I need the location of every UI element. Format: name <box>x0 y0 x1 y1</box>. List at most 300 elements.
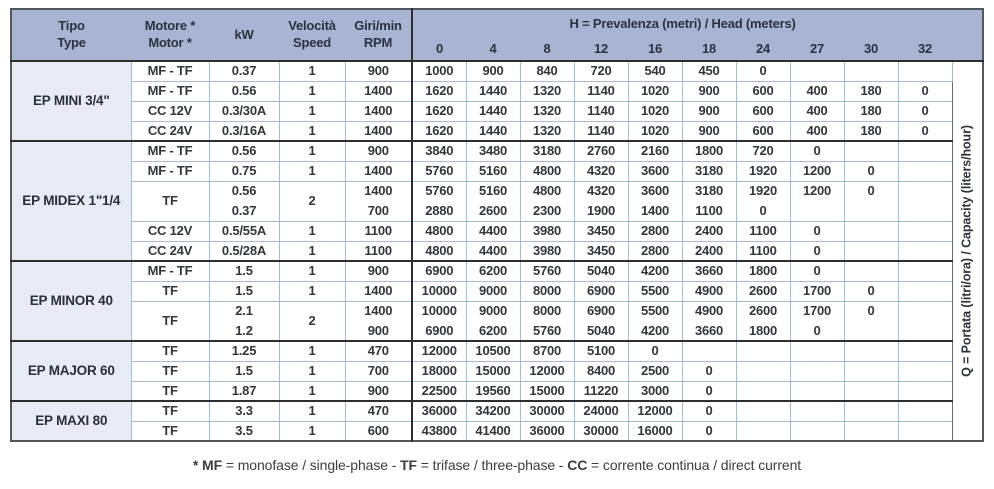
speed-cell: 1 <box>279 141 345 161</box>
capacity-cell: 5040 <box>574 321 628 341</box>
motor-label-it: Motore * <box>144 18 196 34</box>
table-row <box>11 301 983 321</box>
capacity-cell <box>898 381 952 401</box>
capacity-cell: 3840 <box>412 141 466 161</box>
capacity-cell: 900 <box>466 61 520 81</box>
capacity-cell: 450 <box>682 61 736 81</box>
capacity-cell: 0 <box>898 121 952 141</box>
capacity-cell: 3000 <box>628 381 682 401</box>
capacity-cell: 3180 <box>520 141 574 161</box>
capacity-cell: 6900 <box>574 301 628 321</box>
capacity-axis-cell <box>952 61 983 441</box>
capacity-cell: 8000 <box>520 301 574 321</box>
capacity-cell <box>898 321 952 341</box>
capacity-cell: 0 <box>682 401 736 421</box>
capacity-cell <box>898 421 952 441</box>
capacity-cell: 1920 <box>736 161 790 181</box>
table-row <box>11 401 983 421</box>
head-value-4: 4 <box>466 37 520 61</box>
capacity-cell: 1020 <box>628 101 682 121</box>
capacity-cell: 1000 <box>412 61 466 81</box>
capacity-cell: 1020 <box>628 121 682 141</box>
capacity-cell: 720 <box>574 61 628 81</box>
table-body <box>11 61 983 441</box>
capacity-cell: 6900 <box>574 281 628 301</box>
head-value-32: 32 <box>898 37 952 61</box>
capacity-cell: 1020 <box>628 81 682 101</box>
capacity-cell: 6900 <box>412 261 466 281</box>
capacity-cell: 2400 <box>682 241 736 261</box>
capacity-cell: 0 <box>790 321 844 341</box>
footer-note-part: = monofase / single-phase - <box>222 457 401 473</box>
speed-cell: 1 <box>279 101 345 121</box>
capacity-cell: 2500 <box>628 361 682 381</box>
capacity-cell <box>898 201 952 221</box>
kw-cell: 0.37 <box>209 201 279 221</box>
capacity-cell <box>898 181 952 201</box>
capacity-cell: 10000 <box>412 301 466 321</box>
head-title-symbol: H <box>569 15 579 31</box>
table-row <box>11 81 983 101</box>
head-value-16: 16 <box>628 37 682 61</box>
speed-cell: 1 <box>279 61 345 81</box>
motor-cell: CC 12V <box>131 221 209 241</box>
rpm-cell: 1400 <box>345 281 412 301</box>
capacity-cell: 3980 <box>520 221 574 241</box>
motor-cell: TF <box>131 281 209 301</box>
capacity-cell: 4800 <box>412 241 466 261</box>
capacity-axis-text: = Portata (litri/ora) / Capacity (liters/hour) <box>959 125 974 368</box>
rpm-cell: 470 <box>345 401 412 421</box>
capacity-cell: 0 <box>682 381 736 401</box>
capacity-cell: 180 <box>844 121 898 141</box>
speed-cell: 1 <box>279 161 345 181</box>
capacity-cell: 1400 <box>628 201 682 221</box>
table-row <box>11 241 983 261</box>
capacity-cell: 4900 <box>682 281 736 301</box>
capacity-cell: 180 <box>844 81 898 101</box>
capacity-cell: 6200 <box>466 261 520 281</box>
footer-note-part: TF <box>400 457 418 473</box>
motor-cell: MF - TF <box>131 261 209 281</box>
table-header <box>11 9 983 61</box>
motor-cell: MF - TF <box>131 61 209 81</box>
rpm-cell: 1400 <box>345 161 412 181</box>
capacity-cell: 1920 <box>736 181 790 201</box>
footer-note-part: CC <box>567 457 588 473</box>
capacity-cell <box>844 401 898 421</box>
rpm-cell: 1400 <box>345 301 412 321</box>
capacity-cell <box>844 421 898 441</box>
motor-cell: TF <box>131 421 209 441</box>
capacity-cell: 400 <box>790 121 844 141</box>
rpm-cell: 700 <box>345 201 412 221</box>
pump-series-cell: EP MINOR 40 <box>11 261 131 341</box>
kw-cell: 0.3/30A <box>209 101 279 121</box>
capacity-cell: 3180 <box>682 181 736 201</box>
capacity-cell: 1800 <box>736 321 790 341</box>
capacity-cell: 5760 <box>520 261 574 281</box>
capacity-cell: 900 <box>682 81 736 101</box>
head-value-12: 12 <box>574 37 628 61</box>
motor-cell: TF <box>131 181 209 221</box>
capacity-cell: 3600 <box>628 161 682 181</box>
capacity-cell: 1700 <box>790 281 844 301</box>
kw-cell: 1.5 <box>209 281 279 301</box>
table-row <box>11 121 983 141</box>
capacity-cell: 1140 <box>574 101 628 121</box>
capacity-cell <box>790 421 844 441</box>
capacity-cell: 4200 <box>628 321 682 341</box>
capacity-cell: 0 <box>844 281 898 301</box>
capacity-cell: 720 <box>736 141 790 161</box>
capacity-cell: 400 <box>790 101 844 121</box>
capacity-cell <box>844 261 898 281</box>
capacity-cell: 1320 <box>520 121 574 141</box>
capacity-cell: 1100 <box>736 221 790 241</box>
capacity-cell <box>898 161 952 181</box>
capacity-cell: 1620 <box>412 121 466 141</box>
capacity-cell: 0 <box>682 421 736 441</box>
capacity-cell: 0 <box>898 101 952 121</box>
capacity-cell <box>844 361 898 381</box>
motor-cell: MF - TF <box>131 81 209 101</box>
capacity-axis-label <box>960 125 975 377</box>
speed-column-header <box>279 9 345 61</box>
capacity-column-header-spacer <box>952 9 983 61</box>
capacity-cell: 1800 <box>736 261 790 281</box>
table-row <box>11 281 983 301</box>
capacity-cell: 36000 <box>412 401 466 421</box>
capacity-cell: 2760 <box>574 141 628 161</box>
rpm-cell: 1400 <box>345 181 412 201</box>
capacity-cell: 3180 <box>682 161 736 181</box>
capacity-cell: 4320 <box>574 181 628 201</box>
capacity-cell: 1200 <box>790 181 844 201</box>
motor-cell: TF <box>131 341 209 361</box>
footer-note-part: = trifase / three-phase - <box>417 457 568 473</box>
capacity-cell: 5160 <box>466 161 520 181</box>
footer-note-part: = corrente continua / direct current <box>587 457 802 473</box>
capacity-cell: 0 <box>628 341 682 361</box>
capacity-cell: 5500 <box>628 301 682 321</box>
motor-cell: TF <box>131 381 209 401</box>
rpm-cell: 1100 <box>345 241 412 261</box>
capacity-cell: 43800 <box>412 421 466 441</box>
capacity-cell <box>898 141 952 161</box>
capacity-cell: 1100 <box>682 201 736 221</box>
capacity-cell: 2880 <box>412 201 466 221</box>
capacity-cell: 4400 <box>466 241 520 261</box>
capacity-cell: 0 <box>844 301 898 321</box>
pump-series-cell: EP MINI 3/4" <box>11 61 131 141</box>
capacity-cell: 1440 <box>466 81 520 101</box>
capacity-cell: 15000 <box>520 381 574 401</box>
capacity-cell: 1620 <box>412 81 466 101</box>
capacity-cell <box>844 241 898 261</box>
capacity-cell: 180 <box>844 101 898 121</box>
head-value-0: 0 <box>412 37 466 61</box>
kw-cell: 0.56 <box>209 181 279 201</box>
capacity-cell: 1320 <box>520 101 574 121</box>
speed-cell: 1 <box>279 421 345 441</box>
capacity-cell: 12000 <box>628 401 682 421</box>
motor-cell: TF <box>131 401 209 421</box>
motor-label-en: Motor * <box>148 35 192 50</box>
kw-cell: 0.3/16A <box>209 121 279 141</box>
table-row <box>11 421 983 441</box>
rpm-cell: 900 <box>345 141 412 161</box>
head-title-text: = Prevalenza (metri) / Head (meters) <box>578 15 796 31</box>
capacity-cell: 6200 <box>466 321 520 341</box>
motor-cell: TF <box>131 361 209 381</box>
table-row <box>11 101 983 121</box>
kw-cell: 2.1 <box>209 301 279 321</box>
capacity-cell: 900 <box>682 121 736 141</box>
capacity-cell: 1100 <box>736 241 790 261</box>
capacity-cell: 30000 <box>574 421 628 441</box>
capacity-cell <box>790 341 844 361</box>
capacity-cell: 36000 <box>520 421 574 441</box>
capacity-cell: 8400 <box>574 361 628 381</box>
table-row <box>11 141 983 161</box>
header-row-top <box>11 9 983 37</box>
pump-series-cell: EP MAJOR 60 <box>11 341 131 401</box>
rpm-cell: 700 <box>345 361 412 381</box>
speed-cell: 1 <box>279 381 345 401</box>
kw-cell: 1.5 <box>209 261 279 281</box>
capacity-cell: 2600 <box>736 301 790 321</box>
capacity-cell: 2800 <box>628 241 682 261</box>
capacity-cell <box>736 381 790 401</box>
capacity-cell: 4400 <box>466 221 520 241</box>
footer-note <box>0 457 994 473</box>
kw-cell: 0.5/55A <box>209 221 279 241</box>
table-row <box>11 161 983 181</box>
table-row <box>11 221 983 241</box>
capacity-cell: 12000 <box>520 361 574 381</box>
capacity-cell: 0 <box>898 81 952 101</box>
speed-cell: 1 <box>279 121 345 141</box>
capacity-cell: 1900 <box>574 201 628 221</box>
capacity-cell: 2400 <box>682 221 736 241</box>
capacity-cell: 1440 <box>466 121 520 141</box>
capacity-cell: 400 <box>790 81 844 101</box>
capacity-cell: 0 <box>682 361 736 381</box>
capacity-cell: 5760 <box>412 161 466 181</box>
capacity-cell <box>898 281 952 301</box>
capacity-cell: 1440 <box>466 101 520 121</box>
capacity-cell: 0 <box>790 221 844 241</box>
capacity-cell: 4200 <box>628 261 682 281</box>
capacity-cell <box>790 401 844 421</box>
capacity-cell: 4800 <box>520 161 574 181</box>
capacity-cell <box>736 401 790 421</box>
capacity-cell <box>682 341 736 361</box>
rpm-cell: 900 <box>345 381 412 401</box>
speed-cell: 1 <box>279 361 345 381</box>
capacity-cell: 3450 <box>574 221 628 241</box>
motor-cell: MF - TF <box>131 161 209 181</box>
capacity-cell <box>898 361 952 381</box>
speed-cell: 1 <box>279 281 345 301</box>
kw-cell: 0.75 <box>209 161 279 181</box>
capacity-cell: 1320 <box>520 81 574 101</box>
speed-cell: 1 <box>279 341 345 361</box>
capacity-cell <box>736 361 790 381</box>
rpm-column-header <box>345 9 412 61</box>
capacity-cell: 3600 <box>628 181 682 201</box>
capacity-cell <box>844 381 898 401</box>
table-row <box>11 381 983 401</box>
rpm-cell: 1400 <box>345 81 412 101</box>
capacity-cell: 3660 <box>682 261 736 281</box>
capacity-cell: 3450 <box>574 241 628 261</box>
motor-cell: CC 12V <box>131 101 209 121</box>
rpm-cell: 900 <box>345 61 412 81</box>
capacity-cell: 2300 <box>520 201 574 221</box>
capacity-cell <box>790 201 844 221</box>
capacity-cell: 10500 <box>466 341 520 361</box>
capacity-cell: 2160 <box>628 141 682 161</box>
capacity-cell <box>844 321 898 341</box>
capacity-cell: 840 <box>520 61 574 81</box>
kw-cell: 0.37 <box>209 61 279 81</box>
capacity-cell <box>736 421 790 441</box>
capacity-cell: 18000 <box>412 361 466 381</box>
table-row <box>11 181 983 201</box>
head-meters-header <box>412 9 952 37</box>
pump-series-cell: EP MIDEX 1"1/4 <box>11 141 131 261</box>
capacity-cell: 5760 <box>412 181 466 201</box>
capacity-cell: 600 <box>736 101 790 121</box>
rpm-cell: 900 <box>345 321 412 341</box>
speed-cell: 2 <box>279 301 345 341</box>
capacity-cell <box>844 61 898 81</box>
capacity-cell: 6900 <box>412 321 466 341</box>
capacity-cell: 41400 <box>466 421 520 441</box>
capacity-cell <box>790 361 844 381</box>
speed-label-it: Velocità <box>288 18 336 34</box>
speed-cell: 1 <box>279 221 345 241</box>
type-label-en: Type <box>57 35 86 50</box>
capacity-cell <box>790 381 844 401</box>
kw-column-header: kW <box>209 9 279 61</box>
speed-label-en: Speed <box>292 35 331 50</box>
motor-column-header <box>131 9 209 61</box>
head-value-30: 30 <box>844 37 898 61</box>
capacity-cell: 3980 <box>520 241 574 261</box>
capacity-cell: 9000 <box>466 301 520 321</box>
capacity-cell: 0 <box>844 161 898 181</box>
capacity-cell: 22500 <box>412 381 466 401</box>
capacity-cell: 1140 <box>574 121 628 141</box>
capacity-cell: 2600 <box>466 201 520 221</box>
pump-spec-table <box>10 8 984 442</box>
capacity-cell: 3480 <box>466 141 520 161</box>
capacity-cell: 30000 <box>520 401 574 421</box>
type-column-header <box>11 9 131 61</box>
capacity-cell: 24000 <box>574 401 628 421</box>
capacity-cell: 3660 <box>682 321 736 341</box>
speed-cell: 2 <box>279 181 345 221</box>
speed-cell: 1 <box>279 401 345 421</box>
speed-cell: 1 <box>279 241 345 261</box>
capacity-cell: 0 <box>790 241 844 261</box>
capacity-cell: 5100 <box>574 341 628 361</box>
rpm-cell: 1100 <box>345 221 412 241</box>
capacity-cell: 2600 <box>736 281 790 301</box>
capacity-cell: 1140 <box>574 81 628 101</box>
head-value-8: 8 <box>520 37 574 61</box>
capacity-cell: 1800 <box>682 141 736 161</box>
capacity-cell: 34200 <box>466 401 520 421</box>
kw-cell: 0.56 <box>209 81 279 101</box>
rpm-cell: 900 <box>345 261 412 281</box>
capacity-cell: 2800 <box>628 221 682 241</box>
capacity-cell: 5760 <box>520 321 574 341</box>
capacity-cell: 5500 <box>628 281 682 301</box>
capacity-cell: 4800 <box>520 181 574 201</box>
capacity-cell: 0 <box>844 181 898 201</box>
capacity-cell: 10000 <box>412 281 466 301</box>
table-row <box>11 61 983 81</box>
head-value-18: 18 <box>682 37 736 61</box>
capacity-cell: 540 <box>628 61 682 81</box>
rpm-cell: 1400 <box>345 121 412 141</box>
capacity-cell: 1620 <box>412 101 466 121</box>
kw-cell: 3.3 <box>209 401 279 421</box>
kw-cell: 0.56 <box>209 141 279 161</box>
capacity-cell: 0 <box>736 201 790 221</box>
capacity-cell: 0 <box>790 261 844 281</box>
capacity-cell <box>898 341 952 361</box>
capacity-cell: 0 <box>736 61 790 81</box>
capacity-cell: 4320 <box>574 161 628 181</box>
capacity-cell <box>844 201 898 221</box>
motor-cell: CC 24V <box>131 121 209 141</box>
capacity-cell: 600 <box>736 121 790 141</box>
kw-cell: 1.25 <box>209 341 279 361</box>
rpm-label-it: Giri/min <box>354 18 402 34</box>
capacity-cell: 5160 <box>466 181 520 201</box>
motor-cell: MF - TF <box>131 141 209 161</box>
capacity-cell <box>898 301 952 321</box>
capacity-axis-symbol: Q <box>959 367 974 377</box>
head-value-24: 24 <box>736 37 790 61</box>
capacity-cell: 1200 <box>790 161 844 181</box>
pump-series-cell: EP MAXI 80 <box>11 401 131 441</box>
kw-cell: 3.5 <box>209 421 279 441</box>
capacity-cell: 16000 <box>628 421 682 441</box>
capacity-cell: 900 <box>682 101 736 121</box>
capacity-cell <box>844 141 898 161</box>
capacity-cell <box>844 341 898 361</box>
capacity-cell: 5040 <box>574 261 628 281</box>
head-value-27: 27 <box>790 37 844 61</box>
capacity-cell <box>898 221 952 241</box>
speed-cell: 1 <box>279 81 345 101</box>
capacity-cell: 19560 <box>466 381 520 401</box>
kw-cell: 0.5/28A <box>209 241 279 261</box>
capacity-cell <box>790 61 844 81</box>
rpm-cell: 470 <box>345 341 412 361</box>
capacity-cell: 8000 <box>520 281 574 301</box>
capacity-cell: 1700 <box>790 301 844 321</box>
speed-cell: 1 <box>279 261 345 281</box>
table-row <box>11 361 983 381</box>
motor-cell: CC 24V <box>131 241 209 261</box>
